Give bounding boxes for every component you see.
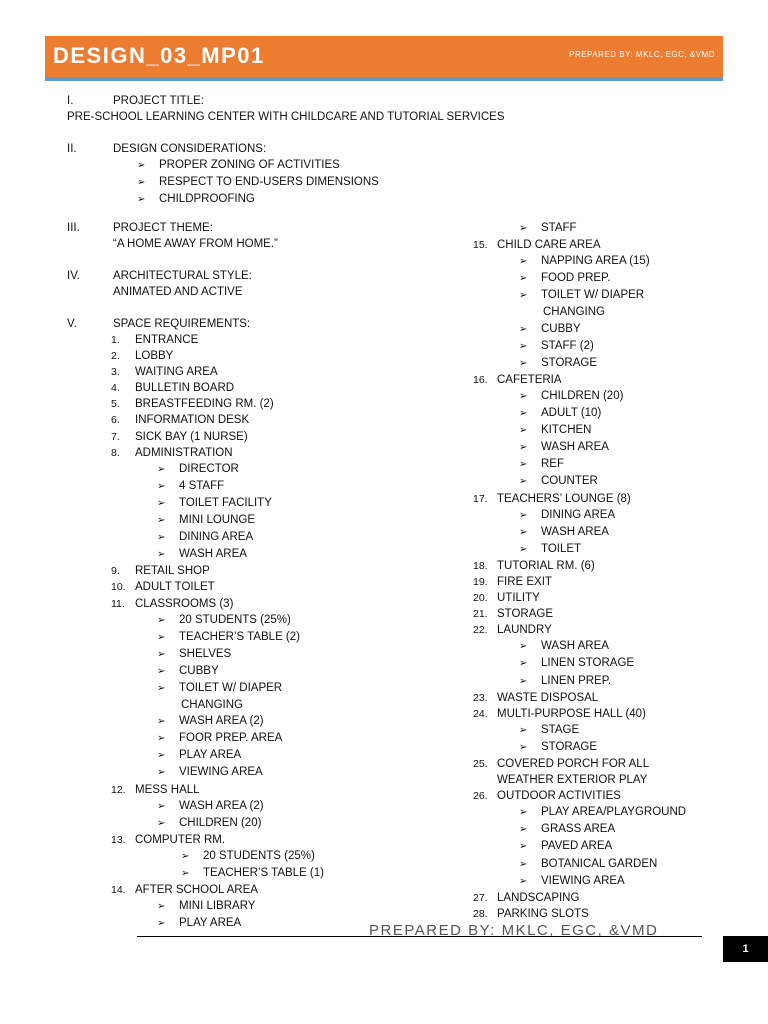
item-number: 14. <box>111 884 126 897</box>
arrow-bullet-icon: ➢ <box>519 273 528 285</box>
list-item <box>111 832 324 848</box>
arrow-bullet-icon: ➢ <box>157 901 166 913</box>
list-item-text: ADULT TOILET <box>135 581 215 594</box>
list-item <box>473 622 686 638</box>
arrow-bullet-icon: ➢ <box>519 526 528 538</box>
list-item-text: CHILDREN (20) <box>179 816 262 829</box>
item-number: 19. <box>473 575 488 588</box>
list-item-text: CUBBY <box>179 664 219 677</box>
arrow-bullet-icon: ➢ <box>519 223 528 234</box>
arrow-bullet-icon: ➢ <box>519 675 528 687</box>
list-item <box>111 478 324 495</box>
item-number: 21. <box>473 608 488 621</box>
list-item <box>111 495 324 512</box>
list-item <box>473 541 686 558</box>
list-item-text: SICK BAY (1 NURSE) <box>135 430 248 443</box>
list-item <box>473 906 686 922</box>
list-item-text: BREASTFEEDING RM. (2) <box>135 398 274 411</box>
arrow-bullet-icon: ➢ <box>157 631 166 643</box>
list-item <box>137 191 379 208</box>
arrow-bullet-icon: ➢ <box>519 543 528 555</box>
section-5 <box>67 316 250 332</box>
list-item-text: WASH AREA <box>179 548 247 561</box>
list-item-text: STAFF <box>541 222 577 234</box>
item-number: 6. <box>111 414 120 427</box>
list-item-text: UTILITY <box>497 592 540 605</box>
list-item-text: STAFF (2) <box>541 339 594 352</box>
list-item <box>111 747 324 764</box>
list-item-text: LINEN PREP. <box>541 674 612 687</box>
list-item-text: WASH AREA <box>541 525 609 538</box>
list-item-text: CAFETERIA <box>497 373 562 386</box>
item-number: 9. <box>111 565 120 578</box>
list-item-text: MINI LOUNGE <box>179 514 256 527</box>
list-item-text: CLASSROOMS (3) <box>135 597 234 610</box>
arrow-bullet-icon: ➢ <box>519 290 528 302</box>
item-number: 2. <box>111 350 120 363</box>
arrow-bullet-icon: ➢ <box>519 357 528 369</box>
arrow-bullet-icon: ➢ <box>519 408 528 420</box>
arrow-bullet-icon: ➢ <box>519 323 528 335</box>
list-item <box>111 445 324 461</box>
list-item <box>111 815 324 832</box>
item-number: 3. <box>111 366 120 379</box>
list-item <box>473 439 686 456</box>
list-item <box>473 422 686 439</box>
list-item <box>111 798 324 815</box>
list-item-text: LINEN STORAGE <box>541 657 635 670</box>
list-item-text: INFORMATION DESK <box>135 414 250 427</box>
list-item-text: FIRE EXIT <box>497 575 552 588</box>
arrow-bullet-icon: ➢ <box>519 425 528 437</box>
list-item-text: BULLETIN BOARD <box>135 382 235 395</box>
arrow-bullet-icon: ➢ <box>519 741 528 753</box>
arrow-bullet-icon: ➢ <box>519 658 528 670</box>
arrow-bullet-icon: ➢ <box>519 875 528 887</box>
arrow-bullet-icon: ➢ <box>519 442 528 454</box>
list-item <box>111 579 324 595</box>
item-number: 16. <box>473 373 488 386</box>
list-item-text: ENTRANCE <box>135 334 199 346</box>
arrow-bullet-icon: ➢ <box>519 824 528 836</box>
list-item-text: TUTORIAL RM. (6) <box>497 559 595 572</box>
list-item <box>473 491 686 507</box>
item-number: 7. <box>111 430 120 443</box>
list-item-text: TEACHER’S TABLE (1) <box>203 867 324 879</box>
section-3-heading: PROJECT THEME: <box>113 222 213 234</box>
space-requirements-left-column <box>111 332 324 932</box>
list-item <box>473 606 686 622</box>
arrow-bullet-icon: ➢ <box>157 480 166 492</box>
list-item-text: TOILET <box>541 542 582 555</box>
list-item <box>473 706 686 722</box>
list-item <box>473 690 686 706</box>
list-item-text: BOTANICAL GARDEN <box>541 857 658 870</box>
list-item-text: TEACHERS’ LOUNGE (8) <box>497 492 631 505</box>
list-item <box>111 915 324 932</box>
list-item <box>111 512 324 529</box>
list-item <box>111 646 324 663</box>
section-4-numeral: IV. <box>67 270 81 282</box>
arrow-bullet-icon: ➢ <box>519 459 528 471</box>
list-item-text: AFTER SCHOOL AREA <box>135 884 258 897</box>
space-requirements-right-column <box>473 220 686 922</box>
item-number: 23. <box>473 691 488 704</box>
list-item-text: GRASS AREA <box>541 823 616 836</box>
list-item-text: REF <box>541 458 564 471</box>
list-item <box>111 898 324 915</box>
list-item-text: WEATHER EXTERIOR PLAY <box>497 774 648 787</box>
arrow-bullet-icon: ➢ <box>519 841 528 853</box>
list-item <box>473 788 686 804</box>
item-number: 5. <box>111 398 120 411</box>
arrow-bullet-icon: ➢ <box>157 733 166 745</box>
page-number: 1 <box>723 936 768 962</box>
list-item-text: COMPUTER RM. <box>135 833 226 846</box>
list-item <box>473 456 686 473</box>
list-item-text: STORAGE <box>541 740 598 753</box>
section-2-numeral: II. <box>67 143 77 155</box>
list-item <box>111 865 324 882</box>
item-number: 24. <box>473 707 488 720</box>
list-item-text: PLAY AREA <box>179 917 242 930</box>
section-4 <box>67 268 252 284</box>
arrow-bullet-icon: ➢ <box>181 868 190 879</box>
list-item-text: SHELVES <box>179 647 232 660</box>
list-item <box>473 507 686 524</box>
list-item <box>473 372 686 388</box>
list-item <box>473 270 686 287</box>
footer-prepared-by: PREPARED BY: MKLC, EGC, &VMD <box>369 922 659 939</box>
arrow-bullet-icon: ➢ <box>157 648 166 660</box>
list-item <box>473 821 686 838</box>
item-number: 11. <box>111 597 125 610</box>
item-number: 8. <box>111 446 120 459</box>
item-number: 18. <box>473 559 488 572</box>
arrow-bullet-icon: ➢ <box>519 476 528 488</box>
arrow-bullet-icon: ➢ <box>519 256 528 268</box>
item-number: 13. <box>111 833 126 846</box>
list-item-text: CHILDREN (20) <box>541 389 624 402</box>
list-item <box>137 174 379 191</box>
arrow-bullet-icon: ➢ <box>157 665 166 677</box>
list-item-text: TOILET W/ DIAPER <box>179 681 283 694</box>
item-number: 4. <box>111 382 120 395</box>
list-item-text: OUTDOOR ACTIVITIES <box>497 790 621 803</box>
list-item <box>111 713 324 730</box>
list-item <box>473 722 686 739</box>
list-item <box>111 697 324 713</box>
item-number: 17. <box>473 492 488 505</box>
list-item <box>473 524 686 541</box>
item-number: 27. <box>473 891 488 904</box>
section-2-heading: DESIGN CONSIDERATIONS: <box>113 143 267 155</box>
list-item-text: TOILET FACILITY <box>179 496 272 509</box>
arrow-bullet-icon: ➢ <box>157 532 166 544</box>
list-item <box>111 412 324 428</box>
section-2 <box>67 141 266 157</box>
list-item-text: VIEWING AREA <box>179 766 263 779</box>
section-4-heading: ARCHITECTURAL STYLE: <box>113 270 252 282</box>
list-item <box>473 838 686 855</box>
list-item <box>473 220 686 237</box>
arrow-bullet-icon: ➢ <box>157 817 166 829</box>
list-item <box>473 890 686 906</box>
arrow-bullet-icon: ➢ <box>519 390 528 402</box>
document-header <box>45 36 723 81</box>
list-item-text: VIEWING AREA <box>541 874 625 887</box>
project-theme-text: “A HOME AWAY FROM HOME.” <box>113 238 278 250</box>
list-item-text: COVERED PORCH FOR ALL <box>497 758 650 770</box>
list-item-text: TEACHER’S TABLE (2) <box>179 630 300 643</box>
arrow-bullet-icon: ➢ <box>519 340 528 352</box>
list-item-text: WAITING AREA <box>135 366 218 379</box>
list-item <box>111 730 324 747</box>
section-5-heading: SPACE REQUIREMENTS: <box>113 318 251 330</box>
section-3-numeral: III. <box>67 222 80 234</box>
list-item <box>111 461 324 478</box>
section-3 <box>67 220 213 236</box>
list-item <box>111 348 324 364</box>
arrow-bullet-icon: ➢ <box>157 716 166 728</box>
arrow-bullet-icon: ➢ <box>157 497 166 509</box>
list-item-text: COUNTER <box>541 475 598 488</box>
list-item-text: CHILDPROOFING <box>159 193 255 206</box>
arrow-bullet-icon: ➢ <box>519 807 528 819</box>
item-number: 1. <box>111 334 120 346</box>
list-item <box>473 355 686 372</box>
list-item <box>473 388 686 405</box>
list-item <box>111 782 324 798</box>
arrow-bullet-icon: ➢ <box>137 177 146 189</box>
list-item-text: 20 STUDENTS (25%) <box>179 613 291 626</box>
list-item-text: STORAGE <box>541 356 598 369</box>
list-item <box>473 873 686 890</box>
list-item-text: RESPECT TO END-USERS DIMENSIONS <box>159 176 379 189</box>
list-item-text: FOOR PREP. AREA <box>179 732 283 745</box>
item-number: 22. <box>473 624 488 637</box>
list-item <box>473 558 686 574</box>
list-item <box>473 321 686 338</box>
list-item-text: WASH AREA (2) <box>179 799 264 812</box>
arrow-bullet-icon: ➢ <box>157 682 166 694</box>
list-item-text: PLAY AREA/PLAYGROUND <box>541 806 687 819</box>
list-item-text: ADMINISTRATION <box>135 446 233 459</box>
project-title-text: PRE-SCHOOL LEARNING CENTER WITH CHILDCARE AND TUTORIAL SERVICES <box>67 111 505 123</box>
list-item <box>473 756 686 772</box>
footer-divider <box>137 936 702 937</box>
list-item-text: PLAY AREA <box>179 749 242 762</box>
list-item <box>473 237 686 253</box>
list-item <box>111 629 324 646</box>
list-item <box>111 563 324 579</box>
arrow-bullet-icon: ➢ <box>519 724 528 736</box>
list-item <box>111 663 324 680</box>
list-item <box>473 856 686 873</box>
arrow-bullet-icon: ➢ <box>157 918 166 930</box>
list-item-text: STAGE <box>541 723 580 736</box>
list-item <box>111 680 324 697</box>
list-item-text: TOILET W/ DIAPER <box>541 289 645 302</box>
list-item-text: WASH AREA (2) <box>179 715 264 728</box>
list-item <box>111 332 324 348</box>
list-item <box>473 574 686 590</box>
list-item-text: LANDSCAPING <box>497 891 580 904</box>
list-item <box>111 882 324 898</box>
list-item-text: MULTI-PURPOSE HALL (40) <box>497 707 646 720</box>
list-item-text: LOBBY <box>135 350 174 363</box>
list-item <box>473 287 686 304</box>
document-title: DESIGN_03_MP01 <box>53 43 265 68</box>
list-item <box>473 804 686 821</box>
list-item-text: DIRECTOR <box>179 462 239 475</box>
list-item <box>111 429 324 445</box>
arrow-bullet-icon: ➢ <box>157 800 166 812</box>
item-number: 10. <box>111 581 126 594</box>
arrow-bullet-icon: ➢ <box>157 767 166 779</box>
arrow-bullet-icon: ➢ <box>519 858 528 870</box>
section-1-numeral: I. <box>67 95 74 107</box>
section-1 <box>67 93 204 109</box>
list-item <box>111 764 324 781</box>
item-number: 25. <box>473 758 488 770</box>
list-item <box>473 739 686 756</box>
arrow-bullet-icon: ➢ <box>157 549 166 561</box>
list-item <box>473 772 686 788</box>
list-item <box>111 364 324 380</box>
list-item-text: WASH AREA <box>541 640 609 653</box>
section-1-heading: PROJECT TITLE: <box>113 95 204 107</box>
item-number: 12. <box>111 783 126 796</box>
list-item-text: DINING AREA <box>541 508 616 521</box>
section-5-numeral: V. <box>67 318 77 330</box>
item-number: 20. <box>473 592 488 605</box>
list-item-text: STORAGE <box>497 608 554 621</box>
list-item-text: CUBBY <box>541 322 581 335</box>
list-item <box>111 612 324 629</box>
list-item <box>473 655 686 672</box>
arrow-bullet-icon: ➢ <box>157 750 166 762</box>
list-item-text: LAUNDRY <box>497 624 552 637</box>
list-item <box>473 253 686 270</box>
arrow-bullet-icon: ➢ <box>137 160 146 171</box>
list-item <box>111 546 324 563</box>
arrow-bullet-icon: ➢ <box>157 614 166 626</box>
list-item-text: RETAIL SHOP <box>135 565 210 578</box>
list-item <box>473 405 686 422</box>
arrow-bullet-icon: ➢ <box>157 515 166 527</box>
list-item-text: ADULT (10) <box>541 407 602 420</box>
list-item <box>111 596 324 612</box>
header-prepared-by: PREPARED BY: MKLC, EGC, &VMD <box>569 50 715 59</box>
list-item-text: DINING AREA <box>179 531 254 544</box>
list-item <box>111 396 324 412</box>
arrow-bullet-icon: ➢ <box>157 463 166 475</box>
arrow-bullet-icon: ➢ <box>519 509 528 521</box>
list-item-text: NAPPING AREA (15) <box>541 255 650 268</box>
list-item <box>473 673 686 690</box>
list-item-text: FOOD PREP. <box>541 272 611 285</box>
list-item-text: CHANGING <box>181 699 243 712</box>
list-item <box>111 380 324 396</box>
list-item <box>473 638 686 655</box>
list-item <box>473 304 686 320</box>
list-item-text: MESS HALL <box>135 783 200 796</box>
list-item-text: 4 STAFF <box>179 479 225 492</box>
item-number: 28. <box>473 907 488 920</box>
list-item <box>111 529 324 546</box>
list-item <box>137 157 379 174</box>
arrow-bullet-icon: ➢ <box>181 850 190 862</box>
list-item <box>473 338 686 355</box>
list-item-text: PAVED AREA <box>541 840 613 853</box>
arrow-bullet-icon: ➢ <box>519 641 528 653</box>
list-item-text: WASTE DISPOSAL <box>497 691 599 704</box>
list-item-text: CHANGING <box>543 306 605 319</box>
list-item-text: WASH AREA <box>541 441 609 454</box>
list-item-text: PARKING SLOTS <box>497 907 589 920</box>
list-item-text: 20 STUDENTS (25%) <box>203 849 315 862</box>
design-considerations-list <box>137 157 379 208</box>
architectural-style-text: ANIMATED AND ACTIVE <box>113 286 243 298</box>
arrow-bullet-icon: ➢ <box>137 194 146 206</box>
item-number: 26. <box>473 790 488 803</box>
item-number: 15. <box>473 239 488 252</box>
list-item-text: KITCHEN <box>541 424 592 437</box>
list-item <box>473 473 686 490</box>
list-item-text: PROPER ZONING OF ACTIVITIES <box>159 159 340 171</box>
list-item <box>111 848 324 865</box>
list-item <box>473 590 686 606</box>
list-item-text: MINI LIBRARY <box>179 900 256 913</box>
list-item-text: CHILD CARE AREA <box>497 239 601 252</box>
